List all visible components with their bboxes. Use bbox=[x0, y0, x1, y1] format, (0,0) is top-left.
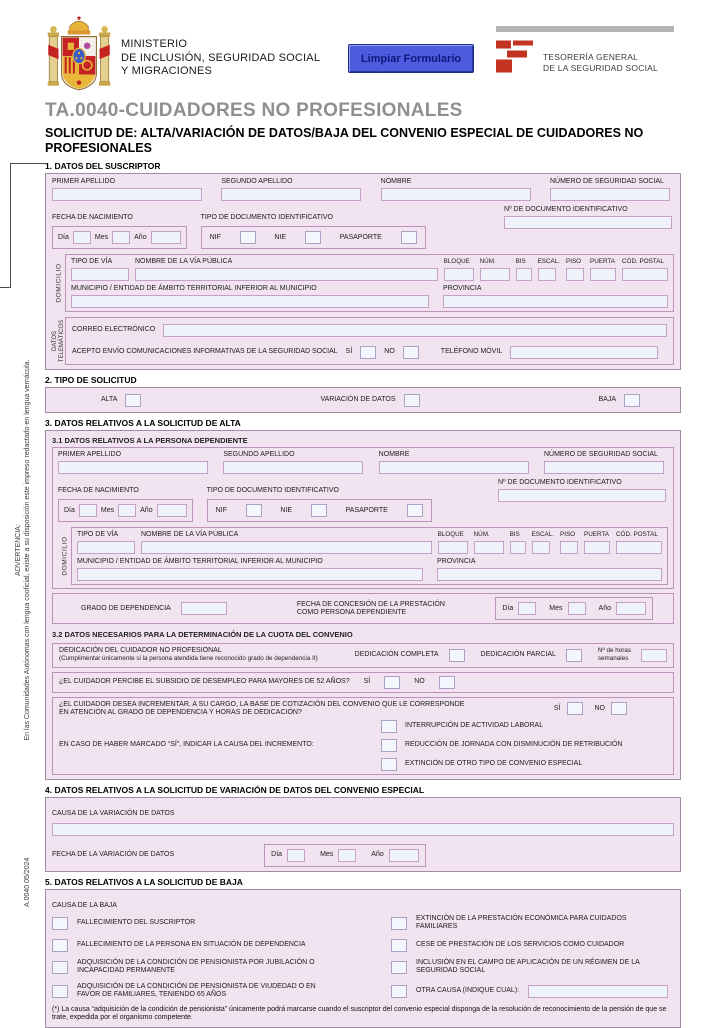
sus-nombre-via-input[interactable] bbox=[135, 268, 438, 281]
ministry-name bbox=[121, 38, 320, 79]
section2-box bbox=[45, 387, 681, 413]
sus-tipo-doc-group bbox=[201, 206, 426, 249]
footnote: (*) La causa “adquisición de la condición de pensionista” únicamente podrá marcarse cuando el suscriptor del convenio especial disponga de la resolución de reconocimiento de la pensión de que se trate, expedida por el organismo competente. bbox=[52, 1005, 667, 1022]
dep-ano-input[interactable] bbox=[157, 504, 187, 517]
variacion-ano-input[interactable] bbox=[389, 849, 419, 862]
dedicacion-row bbox=[52, 643, 674, 668]
sus-provincia-input[interactable] bbox=[443, 295, 668, 308]
baja-item: CESE DE PRESTACIÓN DE LOS SERVICIOS COMO CUIDADOR bbox=[391, 939, 674, 952]
dia-label: Día bbox=[58, 233, 69, 241]
dedicacion-parcial-checkbox[interactable] bbox=[566, 649, 582, 662]
dep-segundo-apellido-label: SEGUNDO APELLIDO bbox=[223, 451, 295, 458]
subsidio-row: ¿EL CUIDADOR PERCIBE EL SUBSIDIO DE DESEMPLEO PARA MAYORES DE 52 AÑOS? SÍ NO bbox=[52, 672, 674, 693]
form-subtitle: SOLICITUD DE: ALTA/VARIACIÓN DE DATOS/BAJA DEL CONVENIO ESPECIAL DE CUIDADORES NO PROFESIONALES bbox=[45, 126, 644, 155]
baja-item: FALLECIMIENTO DE LA PERSONA EN SITUACIÓN DE DEPENDENCIA bbox=[52, 939, 377, 952]
causa-variacion-input[interactable] bbox=[52, 823, 674, 836]
side-warning bbox=[14, 310, 38, 790]
cod-postal-label: CÓD. POSTAL bbox=[622, 258, 664, 265]
sus-primer-apellido-label: PRIMER APELLIDO bbox=[52, 178, 116, 185]
section32-heading: 3.2 DATOS NECESARIOS PARA LA DETERMINACIÓN DE LA CUOTA DEL CONVENIO bbox=[52, 630, 353, 639]
concesion-ano-input[interactable] bbox=[616, 602, 646, 615]
sus-nie-checkbox[interactable] bbox=[305, 231, 321, 244]
dedicacion-completa-checkbox[interactable] bbox=[449, 649, 465, 662]
pasaporte-label: PASAPORTE bbox=[339, 233, 382, 241]
section4-heading: 4. DATOS RELATIVOS A LA SOLICITUD DE VARIACIÓN DE DATOS DEL CONVENIO ESPECIAL bbox=[45, 784, 425, 795]
dep-municipio-input[interactable] bbox=[77, 568, 423, 581]
section2-heading: 2. TIPO DE SOLICITUD bbox=[45, 375, 137, 385]
domicilio-vertical-label: DOMICILIO bbox=[61, 536, 68, 576]
sus-nif-checkbox[interactable] bbox=[240, 231, 256, 244]
horas-semanales-label: Nº de horas semanales bbox=[597, 647, 631, 663]
tgss-block bbox=[496, 26, 674, 73]
section31-heading: 3.1 DATOS RELATIVOS A LA PERSONA DEPENDIENTE bbox=[52, 436, 248, 445]
sus-num-doc-input[interactable] bbox=[504, 216, 672, 229]
incremento-si-checkbox[interactable] bbox=[567, 702, 583, 715]
baja-extincion-prestacion-checkbox[interactable] bbox=[391, 917, 407, 930]
causa-baja-label: CAUSA DE LA BAJA bbox=[52, 901, 117, 909]
variacion-checkbox[interactable] bbox=[404, 394, 420, 407]
baja-pensionista-viudedad-checkbox[interactable] bbox=[52, 985, 68, 998]
dep-escal-input[interactable] bbox=[532, 541, 550, 554]
dep-nie-checkbox[interactable] bbox=[311, 504, 327, 517]
dedicacion-parcial-label: DEDICACIÓN PARCIAL bbox=[480, 651, 556, 659]
acepto-si-checkbox[interactable] bbox=[360, 346, 376, 359]
side-warning-text: En las Comunidades Autónomas con lengua cooficial, existe a su disposición este impreso redactado en lengua vernácula. bbox=[24, 359, 31, 741]
sus-piso-input[interactable] bbox=[566, 268, 584, 281]
bloque-label: BLOQUE bbox=[443, 258, 470, 265]
baja-cese-servicios-checkbox[interactable] bbox=[391, 939, 407, 952]
section5-heading: 5. DATOS RELATIVOS A LA SOLICITUD DE BAJA bbox=[45, 876, 243, 887]
sus-nss-input[interactable] bbox=[550, 188, 670, 201]
acepto-no-checkbox[interactable] bbox=[403, 346, 419, 359]
dep-tipo-doc-label: TIPO DE DOCUMENTO IDENTIFICATIVO bbox=[206, 487, 339, 494]
ministry-line-2: DE INCLUSIÓN, SEGURIDAD SOCIAL bbox=[121, 51, 321, 64]
causa-incremento-label: EN CASO DE HABER MARCADO “SÍ”, INDICAR LA CAUSA DEL INCREMENTO: bbox=[59, 741, 314, 748]
concesion-dia-input[interactable] bbox=[518, 602, 536, 615]
sus-primer-apellido-input[interactable] bbox=[52, 188, 202, 201]
dep-fecha-nacimiento-label: FECHA DE NACIMIENTO bbox=[58, 487, 139, 494]
sus-nombre-label: NOMBRE bbox=[380, 178, 412, 185]
escal-label: ESCAL. bbox=[537, 258, 560, 265]
dep-nombre-input[interactable] bbox=[379, 461, 529, 474]
causa-variacion-label: CAUSA DE LA VARIACIÓN DE DATOS bbox=[52, 809, 175, 817]
correo-input[interactable] bbox=[163, 324, 667, 337]
sus-num-doc-label: Nº DE DOCUMENTO IDENTIFICATIVO bbox=[504, 206, 628, 213]
dep-primer-apellido-input[interactable] bbox=[58, 461, 208, 474]
sus-cod-postal-input[interactable] bbox=[622, 268, 668, 281]
sus-nombre-input[interactable] bbox=[381, 188, 531, 201]
subsidio-si-checkbox[interactable] bbox=[384, 676, 400, 689]
dep-puerta-input[interactable] bbox=[584, 541, 610, 554]
dep-num-input[interactable] bbox=[474, 541, 504, 554]
dep-domicilio-block: DOMICILIO TIPO DE VÍA NOMBRE DE LA VÍA PÚBLICA BLOQUE NÚM. BIS ESCAL. PISO PUERTA CÓD. POSTAL MUNICIPIO / ENTIDAD DE ÁMBITO TERRITORIAL INFERIOR AL MUNICIPIO PROVINCIA bbox=[58, 527, 668, 585]
dep-mes-input[interactable] bbox=[118, 504, 136, 517]
fecha-variacion-group: Día Mes Año bbox=[264, 844, 426, 867]
baja-item: ADQUISICIÓN DE LA CONDICIÓN DE PENSIONISTA DE VIUDEDAD O EN FAVOR DE FAMILIARES, TENIENDO 65 AÑOS bbox=[52, 983, 377, 1000]
incremento-no-checkbox[interactable] bbox=[611, 702, 627, 715]
section3-heading: 3. DATOS RELATIVOS A LA SOLICITUD DE ALTA bbox=[45, 418, 241, 428]
sus-tipo-via-input[interactable] bbox=[71, 268, 129, 281]
sus-escal-input[interactable] bbox=[538, 268, 556, 281]
tgss-gray-bar bbox=[496, 26, 674, 32]
baja-item: FALLECIMIENTO DEL SUSCRIPTOR bbox=[52, 915, 377, 932]
no-label: NO bbox=[384, 348, 395, 355]
variacion-mes-input[interactable] bbox=[338, 849, 356, 862]
dep-bis-input[interactable] bbox=[510, 541, 526, 554]
baja-item: EXTINCIÓN DE LA PRESTACIÓN ECONÓMICA PARA CUIDADOS FAMILIARES bbox=[391, 915, 674, 932]
dedicacion-label: DEDICACIÓN DEL CUIDADOR NO PROFESIONAL (Cumplimentar únicamente si la persona atendida tiene reconocido grado de dependencia II) bbox=[59, 647, 318, 662]
baja-checkbox[interactable] bbox=[624, 394, 640, 407]
section5-box bbox=[45, 889, 681, 1028]
dep-provincia-input[interactable] bbox=[437, 568, 662, 581]
nombre-via-label: NOMBRE DE LA VÍA PÚBLICA bbox=[135, 258, 233, 265]
sus-mes-input[interactable] bbox=[112, 231, 130, 244]
incremento-box: ¿EL CUIDADOR DESEA INCREMENTAR, A SU CARGO, LA BASE DE COTIZACIÓN DEL CONVENIO QUE LE CORRESPONDE EN ATENCIÓN AL GRADO DE DEPENDENCIA Y HORAS DE DEDICACIÓN? SÍ NO EN CASO DE HABER MARCADO “SÍ”, INDICAR LA CAUSA DEL INCREMENTO: INTERRUPCIÓN DE ACTIVIDAD LABORAL REDUCCIÓN DE JORNADA CON DISMINUCIÓN DE RETRIBUCIÓN EXTINCIÓN DE OTRO TIPO DE CONVENIO ESPECIAL bbox=[52, 697, 674, 775]
dep-nss-input[interactable] bbox=[544, 461, 664, 474]
form-title: TA.0040-CUIDADORES NO PROFESIONALES bbox=[45, 100, 463, 121]
section1-box bbox=[45, 173, 681, 370]
dep-nif-checkbox[interactable] bbox=[246, 504, 262, 517]
baja-fallecimiento-suscriptor-checkbox[interactable] bbox=[52, 917, 68, 930]
num-label: NÚM. bbox=[479, 258, 496, 265]
sus-num-input[interactable] bbox=[480, 268, 510, 281]
dep-num-doc-input[interactable] bbox=[498, 489, 666, 502]
sus-num-doc-group bbox=[504, 206, 674, 229]
sus-bloque-input[interactable] bbox=[444, 268, 474, 281]
telefono-label: TELÉFONO MÓVIL bbox=[440, 348, 503, 355]
fecha-concesion-group: Día Mes Año bbox=[495, 597, 653, 620]
grado-label: GRADO DE DEPENDENCIA bbox=[81, 604, 171, 612]
dep-pasaporte-checkbox[interactable] bbox=[407, 504, 423, 517]
section3-box bbox=[45, 430, 681, 780]
acepto-label: ACEPTO ENVÍO COMUNICACIONES INFORMATIVAS DE LA SEGURIDAD SOCIAL bbox=[72, 348, 338, 355]
puerta-label: PUERTA bbox=[590, 258, 615, 265]
tgss-logo-icon bbox=[496, 40, 533, 73]
dep-nss-label: NÚMERO DE SEGURIDAD SOCIAL bbox=[543, 451, 658, 458]
subsidio-question-label: ¿EL CUIDADOR PERCIBE EL SUBSIDIO DE DESEMPLEO PARA MAYORES DE 52 AÑOS? bbox=[59, 678, 350, 685]
sus-telematicos-block bbox=[52, 317, 674, 365]
section4-box bbox=[45, 797, 681, 872]
baja-item: INCLUSIÓN EN EL CAMPO DE APLICACIÓN DE UN RÉGIMEN DE LA SEGURIDAD SOCIAL bbox=[391, 959, 674, 976]
alta-checkbox[interactable] bbox=[125, 394, 141, 407]
variacion-label: VARIACIÓN DE DATOS bbox=[320, 396, 396, 403]
datos-telematicos-vertical-label: DATOS TELEMÁTICOS bbox=[51, 319, 65, 363]
dep-nombre-label: NOMBRE bbox=[378, 451, 410, 458]
dep-dia-input[interactable] bbox=[79, 504, 97, 517]
sus-segundo-apellido-input[interactable] bbox=[221, 188, 361, 201]
fecha-variacion-label: FECHA DE LA VARIACIÓN DE DATOS bbox=[52, 851, 175, 858]
dep-bloque-input[interactable] bbox=[438, 541, 468, 554]
form-code: A.0040 05/2024 bbox=[24, 857, 31, 907]
causa-interrupcion-label: INTERRUPCIÓN DE ACTIVIDAD LABORAL bbox=[405, 722, 544, 729]
sus-bis-input[interactable] bbox=[516, 268, 532, 281]
sus-municipio-input[interactable] bbox=[71, 295, 429, 308]
ano-label: Año bbox=[134, 233, 147, 241]
fold-mark-tick bbox=[0, 287, 10, 288]
alta-label: ALTA bbox=[101, 396, 118, 403]
ministry-line-3: Y MIGRACIONES bbox=[121, 65, 213, 77]
dep-cod-postal-input[interactable] bbox=[616, 541, 662, 554]
dep-segundo-apellido-input[interactable] bbox=[223, 461, 363, 474]
sus-nss-label: NÚMERO DE SEGURIDAD SOCIAL bbox=[549, 178, 664, 185]
sus-domicilio-block bbox=[52, 254, 674, 312]
tgss-line-1: TESORERÍA GENERAL bbox=[543, 52, 639, 62]
dep-tipo-doc-group: TIPO DE DOCUMENTO IDENTIFICATIVO NIF NIE PASAPORTE bbox=[207, 479, 432, 522]
si-label: SÍ bbox=[345, 348, 353, 355]
tipo-via-label: TIPO DE VÍA bbox=[71, 258, 113, 265]
tgss-line-2: DE LA SEGURIDAD SOCIAL bbox=[543, 62, 658, 73]
ministry-line-1: MINISTERIO bbox=[121, 38, 188, 50]
nie-label: NIE bbox=[274, 233, 287, 241]
section1-heading: 1. DATOS DEL SUSCRIPTOR bbox=[45, 161, 161, 171]
dep-tipo-via-input[interactable] bbox=[77, 541, 135, 554]
form-content bbox=[45, 10, 681, 1028]
dep-primer-apellido-label: PRIMER APELLIDO bbox=[58, 451, 122, 458]
causa-reduccion-checkbox[interactable] bbox=[381, 739, 397, 752]
sus-pasaporte-checkbox[interactable] bbox=[401, 231, 417, 244]
section31-box bbox=[52, 447, 674, 589]
sus-fecha-nacimiento-group bbox=[52, 206, 187, 249]
causa-reduccion-label: REDUCCIÓN DE JORNADA CON DISMINUCIÓN DE RETRIBUCIÓN bbox=[405, 741, 623, 748]
baja-otra-causa-checkbox[interactable] bbox=[391, 985, 407, 998]
fold-mark bbox=[10, 163, 46, 288]
sus-puerta-input[interactable] bbox=[590, 268, 616, 281]
baja-item: OTRA CAUSA (INDIQUE CUAL): bbox=[391, 983, 674, 1000]
causa-extincion-label: EXTINCIÓN DE OTRO TIPO DE CONVENIO ESPECIAL bbox=[405, 760, 583, 767]
baja-item: ADQUISICIÓN DE LA CONDICIÓN DE PENSIONISTA POR JUBILACIÓN O INCAPACIDAD PERMANENTE bbox=[52, 959, 377, 976]
dep-num-doc-label: Nº DE DOCUMENTO IDENTIFICATIVO bbox=[498, 479, 622, 486]
variacion-dia-input[interactable] bbox=[287, 849, 305, 862]
causa-interrupcion-checkbox[interactable] bbox=[381, 720, 397, 733]
domicilio-vertical-label: DOMICILIO bbox=[55, 263, 62, 303]
tgss-name bbox=[543, 52, 658, 73]
nif-label: NIF bbox=[209, 233, 221, 241]
clear-form-button[interactable]: Limpiar Formulario bbox=[348, 44, 474, 73]
causa-extincion-checkbox[interactable] bbox=[381, 758, 397, 771]
incremento-question-label: ¿EL CUIDADOR DESEA INCREMENTAR, A SU CARGO, LA BASE DE COTIZACIÓN DEL CONVENIO QUE LE CORRESPONDE EN ATENCIÓN AL GRADO DE DEPENDENCIA Y HORAS DE DEDICACIÓN? bbox=[59, 700, 465, 716]
fecha-concesion-label: FECHA DE CONCESIÓN DE LA PRESTACIÓN COMO PERSONA DEPENDIENTE bbox=[296, 600, 445, 616]
sus-dia-input[interactable] bbox=[73, 231, 91, 244]
telefono-input[interactable] bbox=[510, 346, 658, 359]
dep-num-doc-group bbox=[498, 479, 668, 502]
otra-causa-input[interactable] bbox=[528, 985, 668, 998]
sus-tipo-doc-label: TIPO DE DOCUMENTO IDENTIFICATIVO bbox=[200, 214, 333, 221]
header bbox=[45, 10, 681, 98]
municipio-label: MUNICIPIO / ENTIDAD DE ÁMBITO TERRITORIAL INFERIOR AL MUNICIPIO bbox=[71, 285, 317, 292]
dep-piso-input[interactable] bbox=[560, 541, 578, 554]
horas-semanales-input[interactable] bbox=[641, 649, 667, 662]
dep-fecha-nacimiento-group: FECHA DE NACIMIENTO Día Mes Año bbox=[58, 479, 193, 522]
grado-dependencia-row bbox=[52, 593, 674, 624]
coat-of-arms-icon bbox=[47, 14, 111, 96]
correo-label: CORREO ELECTRÓNICO bbox=[72, 326, 156, 333]
baja-fallecimiento-dependiente-checkbox[interactable] bbox=[52, 939, 68, 952]
provincia-label: PROVINCIA bbox=[443, 285, 482, 292]
baja-inclusion-regimen-checkbox[interactable] bbox=[391, 961, 407, 974]
bis-label: BIS bbox=[515, 258, 526, 265]
concesion-mes-input[interactable] bbox=[568, 602, 586, 615]
mes-label: Mes bbox=[94, 233, 109, 241]
subsidio-no-checkbox[interactable] bbox=[439, 676, 455, 689]
dep-nombre-via-input[interactable] bbox=[141, 541, 432, 554]
grado-input[interactable] bbox=[181, 602, 227, 615]
baja-label: BAJA bbox=[598, 396, 616, 403]
sus-fecha-nacimiento-label: FECHA DE NACIMIENTO bbox=[52, 214, 133, 221]
sus-ano-input[interactable] bbox=[151, 231, 181, 244]
side-warning-title: ADVERTENCIA: bbox=[15, 524, 22, 576]
piso-label: PISO bbox=[566, 258, 582, 265]
baja-pensionista-jubilacion-checkbox[interactable] bbox=[52, 961, 68, 974]
sus-segundo-apellido-label: SEGUNDO APELLIDO bbox=[221, 178, 293, 185]
dedicacion-completa-label: DEDICACIÓN COMPLETA bbox=[354, 651, 439, 659]
